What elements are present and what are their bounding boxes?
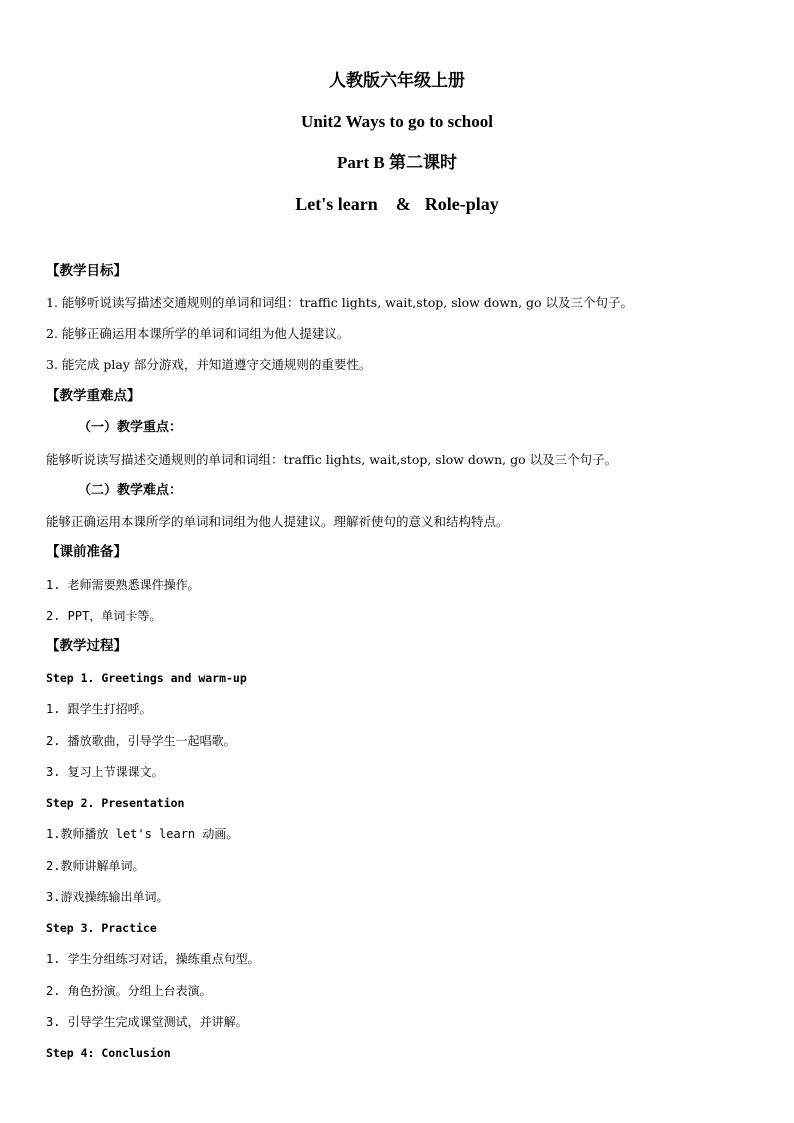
step-item: 3. 复习上节课课文。 <box>46 765 164 779</box>
document-title: 人教版六年级上册 <box>329 71 465 90</box>
objective-item: 3. 能完成 play 部分游戏，并知道遵守交通规则的重要性。 <box>46 357 372 372</box>
objectives-heading: 【教学目标】 <box>46 263 127 279</box>
step-item: 1. 学生分组练习对话，操练重点句型。 <box>46 952 260 966</box>
step-item: 2.教师讲解单词。 <box>46 859 145 873</box>
step-title: Step 4: Conclusion <box>46 1046 171 1060</box>
objective-item: 1. 能够听说读写描述交通规则的单词和词组：traffic lights, wait,stop, slow down, go 以及三个句子。 <box>46 295 634 310</box>
step-item: 1.教师播放 let's learn 动画。 <box>46 827 239 841</box>
step-title: Step 3. Practice <box>46 921 157 935</box>
part-title: Part B 第二课时 <box>337 153 457 172</box>
key-points-heading: 【教学重难点】 <box>46 388 141 404</box>
preparation-heading: 【课前准备】 <box>46 544 127 560</box>
difficulty-text: 能够正确运用本课所学的单词和词组为他人提建议。理解祈使句的意义和结构特点。 <box>46 514 509 529</box>
step-title: Step 2. Presentation <box>46 796 185 810</box>
preparation-item: 1. 老师需要熟悉课件操作。 <box>46 578 200 592</box>
objective-item: 2. 能够正确运用本课所学的单词和词组为他人提建议。 <box>46 326 350 341</box>
step-item: 3.游戏操练输出单词。 <box>46 890 169 904</box>
focus-label: （一）教学重点： <box>78 420 183 435</box>
step-title: Step 1. Greetings and warm-up <box>46 671 247 685</box>
step-item: 2. 播放歌曲，引导学生一起唱歌。 <box>46 734 236 748</box>
focus-text: 能够听说读写描述交通规则的单词和词组：traffic lights, wait,stop, slow down, go 以及三个句子。 <box>46 452 618 467</box>
step-item: 2. 角色扮演。分组上台表演。 <box>46 984 212 998</box>
process-heading: 【教学过程】 <box>46 638 127 654</box>
difficulty-label: （二）教学难点： <box>78 483 183 498</box>
lesson-title <box>0 193 794 215</box>
step-item: 1. 跟学生打招呼。 <box>46 702 152 716</box>
unit-title: Unit2 Ways to go to school <box>301 112 493 131</box>
lesson-title-ampersand: & <box>395 194 411 214</box>
lesson-title-left: Let's learn <box>295 194 378 214</box>
lesson-title-right: Role-play <box>424 194 499 214</box>
preparation-item: 2. PPT，单词卡等。 <box>46 609 162 623</box>
step-item: 3. 引导学生完成课堂测试，并讲解。 <box>46 1015 248 1029</box>
